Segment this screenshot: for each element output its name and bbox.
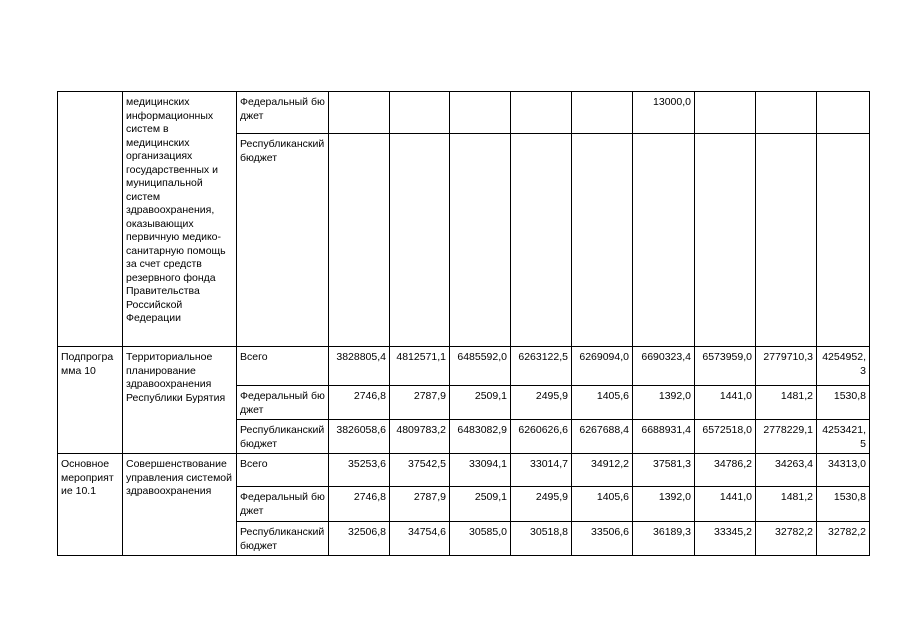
year-value: 4812571,1: [390, 347, 450, 386]
year-value: [572, 92, 633, 134]
funding-source: Республиканский бюджет: [237, 420, 329, 454]
funding-source: Всего: [237, 454, 329, 487]
year-value: 37542,5: [390, 454, 450, 487]
year-value: 33014,7: [511, 454, 572, 487]
funding-source: Федеральный бюджет: [237, 92, 329, 134]
year-value: [329, 134, 390, 347]
year-value: [450, 134, 511, 347]
year-value: [390, 134, 450, 347]
year-value: 30518,8: [511, 522, 572, 556]
year-value: 33345,2: [695, 522, 756, 556]
year-value: [695, 92, 756, 134]
year-value: 1530,8: [817, 487, 870, 522]
year-value: 34754,6: [390, 522, 450, 556]
year-value: 34786,2: [695, 454, 756, 487]
year-value: [450, 92, 511, 134]
year-value: 6260626,6: [511, 420, 572, 454]
row-name: Совершенствование управления системой здравоохранения: [123, 454, 237, 556]
year-value: 3828805,4: [329, 347, 390, 386]
year-value: [329, 92, 390, 134]
year-value: 32782,2: [756, 522, 817, 556]
year-value: [695, 134, 756, 347]
table-row: [58, 347, 870, 386]
year-value: 1441,0: [695, 487, 756, 522]
year-value: 6485592,0: [450, 347, 511, 386]
year-value: 1405,6: [572, 487, 633, 522]
year-value: [633, 134, 695, 347]
year-value: 32782,2: [817, 522, 870, 556]
year-value: 35253,6: [329, 454, 390, 487]
year-value: 1392,0: [633, 487, 695, 522]
row-code: [58, 92, 123, 347]
year-value: 33094,1: [450, 454, 511, 487]
year-value: 2787,9: [390, 487, 450, 522]
year-value: 2746,8: [329, 487, 390, 522]
year-value: 1392,0: [633, 386, 695, 420]
year-value: 2787,9: [390, 386, 450, 420]
year-value: [511, 92, 572, 134]
year-value: 1530,8: [817, 386, 870, 420]
year-value: [756, 92, 817, 134]
year-value: 2778229,1: [756, 420, 817, 454]
year-value: 2746,8: [329, 386, 390, 420]
year-value: 3826058,6: [329, 420, 390, 454]
year-value: 4809783,2: [390, 420, 450, 454]
year-value: 32506,8: [329, 522, 390, 556]
year-value: 6688931,4: [633, 420, 695, 454]
year-value: 6690323,4: [633, 347, 695, 386]
year-value: 2509,1: [450, 386, 511, 420]
funding-source: Федеральный бюджет: [237, 487, 329, 522]
funding-source: Федеральный бюджет: [237, 386, 329, 420]
year-value: [511, 134, 572, 347]
year-value: 1405,6: [572, 386, 633, 420]
year-value: [817, 134, 870, 347]
year-value: 34263,4: [756, 454, 817, 487]
table-row: [58, 454, 870, 487]
year-value: 34313,0: [817, 454, 870, 487]
year-value: 2509,1: [450, 487, 511, 522]
year-value: 33506,6: [572, 522, 633, 556]
year-value: 6263122,5: [511, 347, 572, 386]
year-value: 1481,2: [756, 487, 817, 522]
budget-table: [57, 91, 870, 556]
year-value: 6269094,0: [572, 347, 633, 386]
row-name: медицинских информационных систем в медицинских организациях государственных и муниципальной систем здравоохранения, оказывающих первичную медико-санитарную помощь за счет средств резервного фонда Правительства Российской Федерации: [123, 92, 237, 347]
year-value: 6572518,0: [695, 420, 756, 454]
year-value: 6483082,9: [450, 420, 511, 454]
year-value: 13000,0: [633, 92, 695, 134]
year-value: 4253421,5: [817, 420, 870, 454]
year-value: 36189,3: [633, 522, 695, 556]
year-value: [756, 134, 817, 347]
year-value: 1441,0: [695, 386, 756, 420]
table-row: [58, 92, 870, 134]
year-value: [817, 92, 870, 134]
funding-source: Всего: [237, 347, 329, 386]
year-value: 30585,0: [450, 522, 511, 556]
year-value: 6573959,0: [695, 347, 756, 386]
year-value: 2495,9: [511, 487, 572, 522]
year-value: [390, 92, 450, 134]
year-value: 2779710,3: [756, 347, 817, 386]
year-value: 2495,9: [511, 386, 572, 420]
year-value: 4254952,3: [817, 347, 870, 386]
row-code: Основное мероприятие 10.1: [58, 454, 123, 556]
row-code: Подпрограмма 10: [58, 347, 123, 454]
year-value: 1481,2: [756, 386, 817, 420]
year-value: 37581,3: [633, 454, 695, 487]
year-value: [572, 134, 633, 347]
year-value: 6267688,4: [572, 420, 633, 454]
funding-source: Республиканский бюджет: [237, 134, 329, 347]
year-value: 34912,2: [572, 454, 633, 487]
row-name: Территориальное планирование здравоохранения Республики Бурятия: [123, 347, 237, 454]
funding-source: Республиканский бюджет: [237, 522, 329, 556]
